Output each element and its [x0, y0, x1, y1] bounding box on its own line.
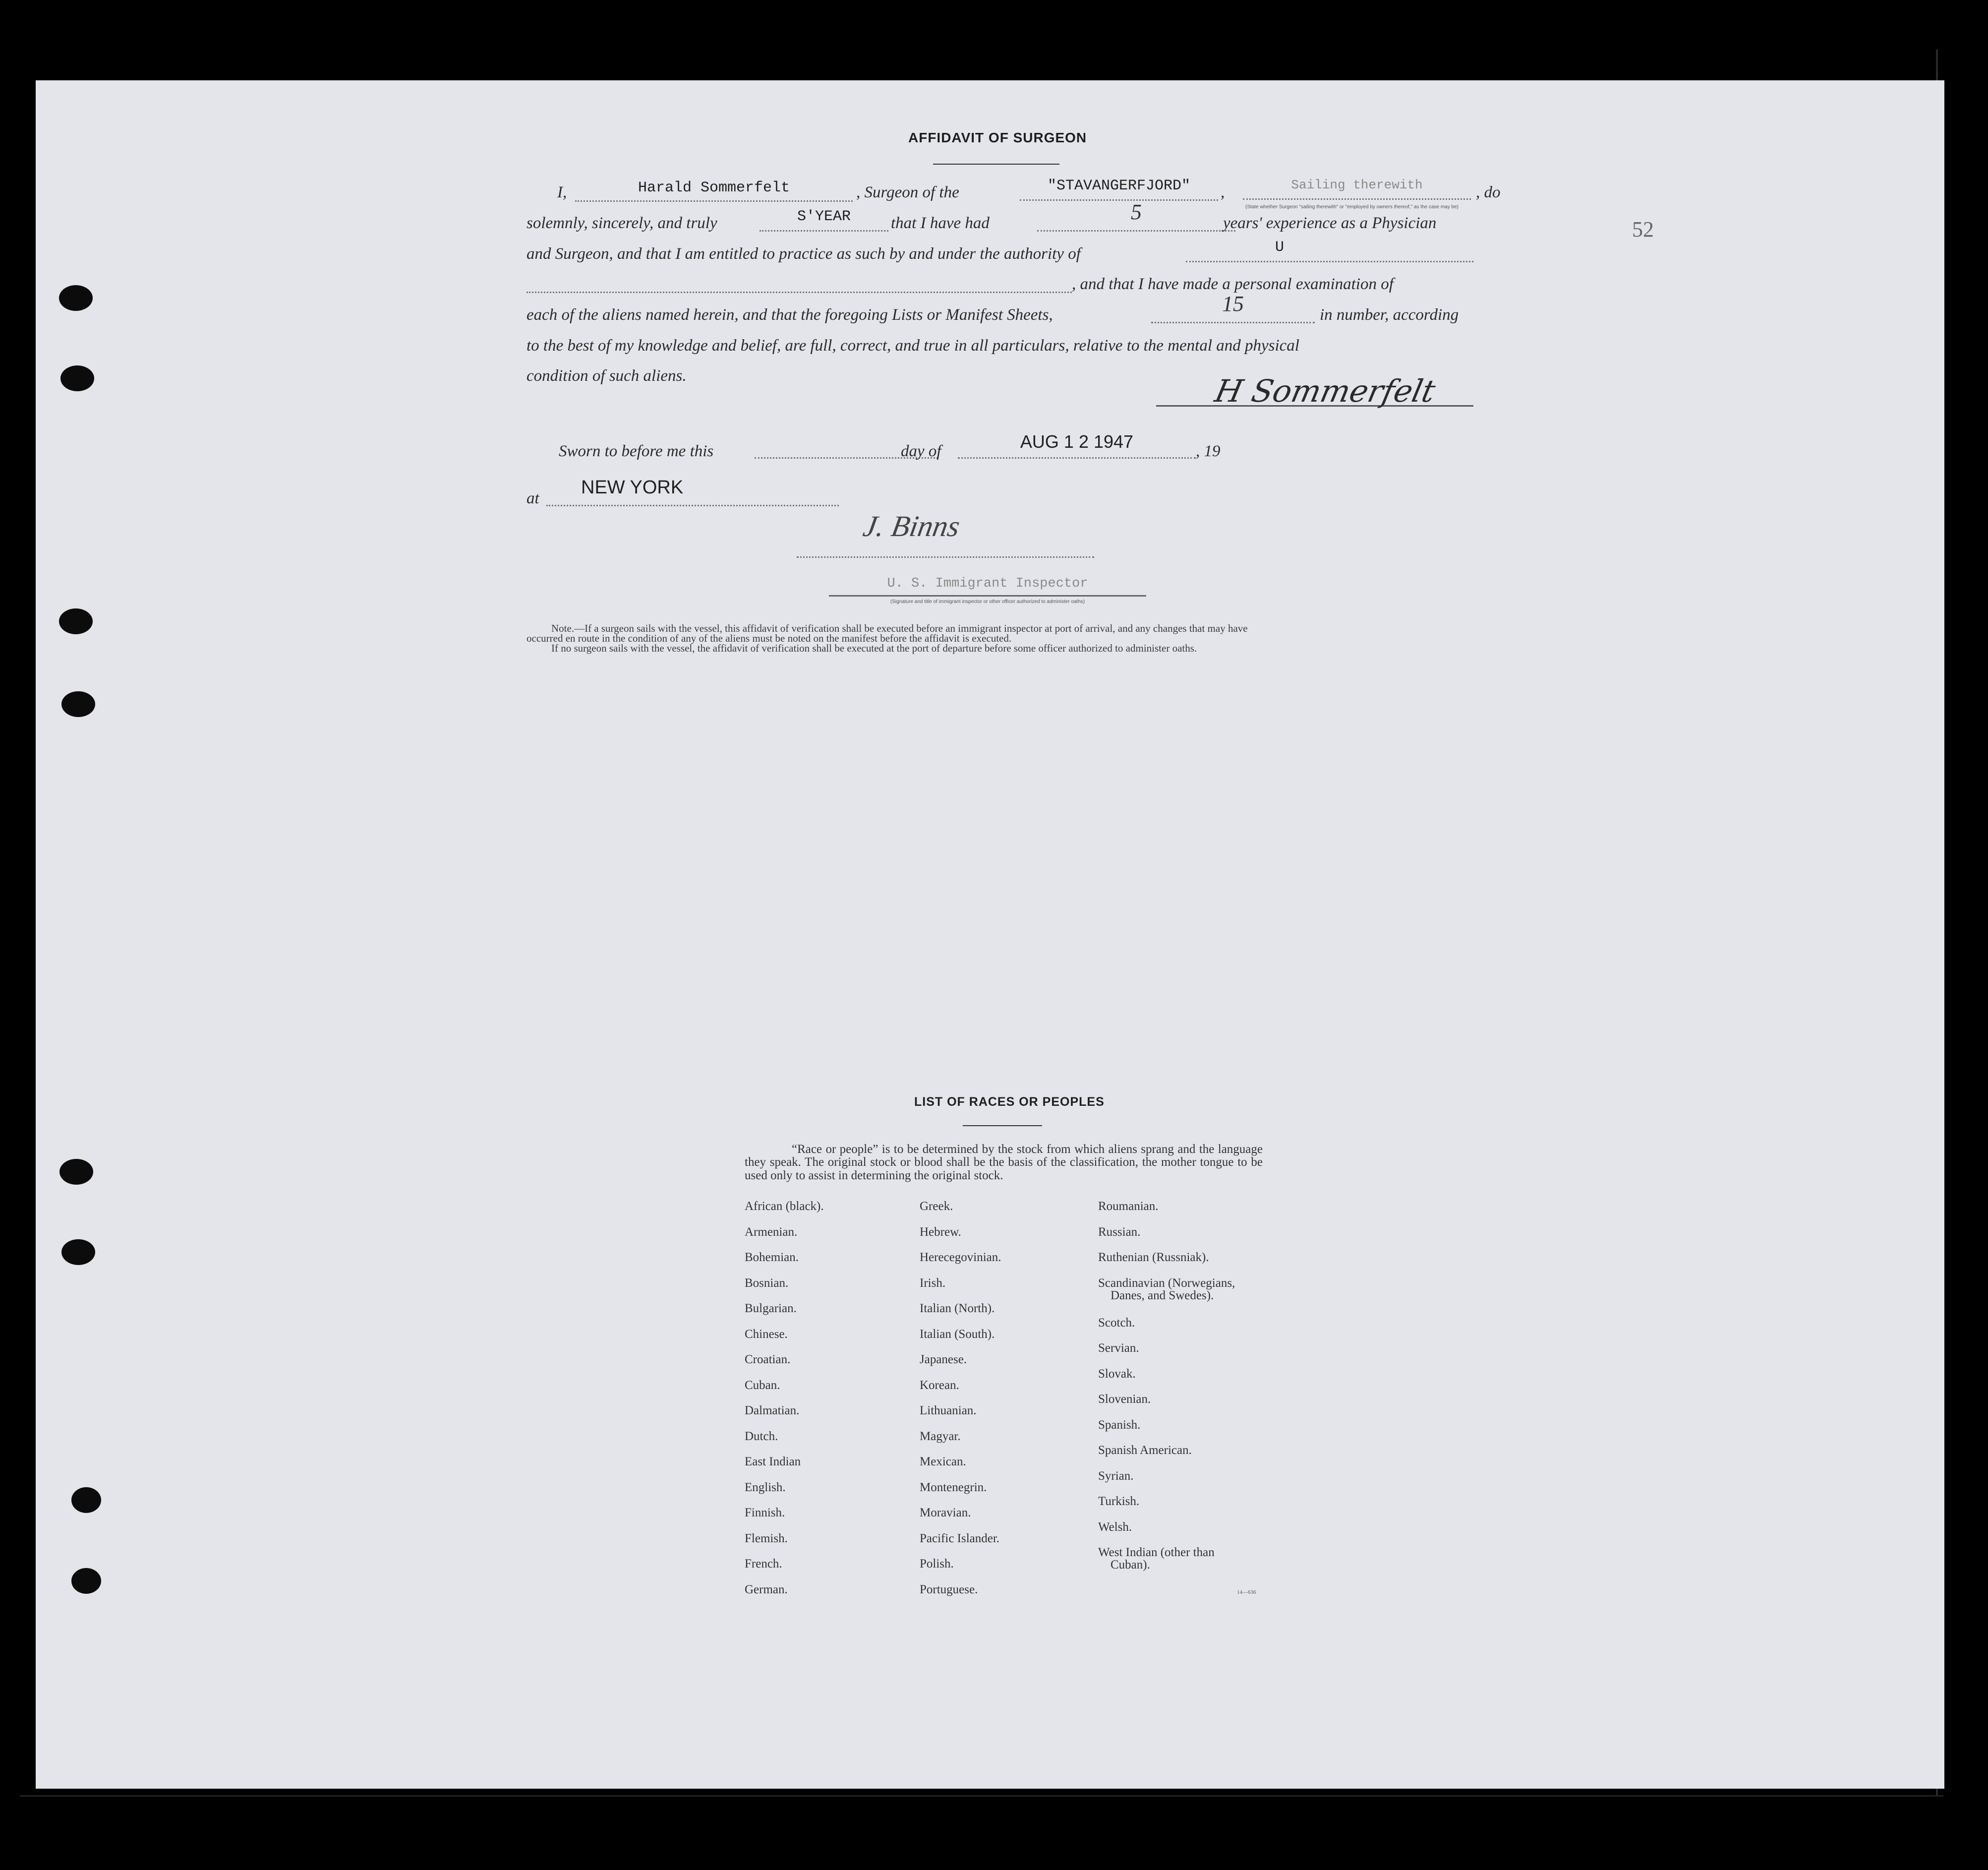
ship-name-field: [1020, 178, 1218, 201]
race-item: Roumanian.: [1098, 1200, 1159, 1213]
inspector-signature: J. Binns: [861, 510, 963, 543]
races-intro: “Race or people” is to be determined by the stock from which aliens sprang and the language they speak. The original stock or blood shall be the basis of the classification, the mother tongue to be used only to assist in determining the original stock.: [745, 1143, 1263, 1182]
races-column-3: [1098, 1200, 1235, 1576]
text-i: I,: [557, 183, 567, 201]
race-item: Slovak.: [1098, 1367, 1136, 1381]
race-item: Portuguese.: [920, 1582, 978, 1596]
race-item: Scotch.: [1098, 1316, 1135, 1329]
authority-value: U: [1275, 239, 1285, 256]
race-item: Italian (South).: [920, 1327, 995, 1341]
page-number: 52: [1632, 217, 1654, 241]
race-item: Lithuanian.: [920, 1404, 977, 1417]
text-and-surgeon: and Surgeon, and that I am entitled to practice as such by and under the authority of: [526, 245, 1081, 263]
race-item: Dalmatian.: [745, 1404, 800, 1417]
race-item: Spanish.: [1098, 1418, 1141, 1432]
note-line-2: occurred en route in the condition of any of the aliens must be noted on the manifest before the affidavit is executed.: [526, 632, 1012, 644]
race-item-line: Cuban).: [1111, 1558, 1150, 1571]
race-item: Finnish.: [745, 1506, 785, 1519]
sailing-status-field: [1243, 178, 1471, 200]
surgeon-name-field: [575, 180, 853, 202]
surgeon-signature: H Sommerfelt: [1212, 373, 1439, 409]
race-item: Japanese.: [920, 1353, 967, 1366]
race-item: Bosnian.: [745, 1276, 789, 1290]
scan-artifact: [20, 1795, 1943, 1797]
text-condition: condition of such aliens.: [526, 367, 687, 385]
authority-continued-field: [526, 273, 1072, 293]
text-sworn: Sworn to before me this: [559, 442, 714, 460]
text-each-alien: each of the aliens named herein, and that the foregoing Lists or Manifest Sheets,: [526, 306, 1053, 324]
race-item: Mexican.: [920, 1455, 966, 1468]
race-item: Irish.: [920, 1276, 946, 1290]
race-item: Armenian.: [745, 1225, 798, 1239]
race-item: Spanish American.: [1098, 1444, 1192, 1457]
races-column-2: [920, 1200, 1001, 1609]
race-item: Cuban.: [745, 1378, 780, 1392]
race-item: Servian.: [1098, 1341, 1139, 1355]
race-item: East Indian: [745, 1455, 801, 1468]
race-item: Montenegrin.: [920, 1480, 987, 1494]
race-item: Korean.: [920, 1378, 959, 1392]
race-item: Russian.: [1098, 1225, 1141, 1239]
race-item-line: Danes, and Swedes).: [1111, 1288, 1214, 1302]
inspector-caption: (Signature and title of immigrant inspector or other officer authorized to administer oaths): [890, 599, 1085, 604]
title-rule: [933, 164, 1059, 165]
note-line-3: If no surgeon sails with the vessel, the affidavit of verification shall be executed at the port of departure before some officer authorized to administer oaths.: [551, 642, 1197, 654]
note-line-1: Note.—If a surgeon sails with the vessel, this affidavit of verification shall be executed before an immigrant inspector at port of arrival, and any changes that may have: [551, 622, 1248, 634]
sailing-status: Sailing therewith: [1291, 178, 1423, 192]
race-item: Greek.: [920, 1200, 953, 1213]
text-at: at: [526, 489, 539, 507]
race-item: Chinese.: [745, 1327, 788, 1341]
sworn-date: AUG 1 2 1947: [1020, 431, 1134, 452]
race-item: Herecegovinian.: [920, 1251, 1001, 1264]
declaration-value: S'YEAR: [797, 208, 851, 225]
race-item-west-indian: [1098, 1546, 1235, 1576]
race-item: Ruthenian (Russniak).: [1098, 1251, 1209, 1264]
paper-sheet: [36, 80, 1944, 1789]
inspector-title-field: [829, 576, 1146, 597]
sheets-field: [1151, 291, 1315, 323]
race-item: African (black).: [745, 1200, 824, 1213]
years-field: [1037, 199, 1235, 232]
race-item: Italian (North).: [920, 1302, 995, 1315]
race-item: Pacific Islander.: [920, 1531, 1000, 1545]
binder-hole: [59, 608, 93, 634]
sworn-date-field: [958, 431, 1196, 459]
race-item: Magyar.: [920, 1429, 961, 1443]
declaration-field: [760, 208, 888, 232]
sheets-value: 15: [1222, 292, 1244, 316]
text-have-had: that I have had: [891, 214, 990, 232]
text-comma: ,: [1221, 183, 1225, 201]
surgeon-name: Harald Sommerfelt: [638, 180, 790, 196]
location-value: NEW YORK: [581, 477, 684, 498]
binder-hole: [71, 1487, 101, 1513]
races-title-rule: [963, 1125, 1042, 1126]
text-surgeon-of-the: , Surgeon of the: [856, 183, 959, 201]
binder-hole: [59, 1159, 93, 1185]
location-field: [546, 477, 839, 506]
binder-hole: [71, 1568, 101, 1594]
race-item: French.: [745, 1557, 782, 1570]
race-item: Turkish.: [1098, 1495, 1140, 1508]
races-column-1: [745, 1200, 824, 1609]
race-item: Bulgarian.: [745, 1302, 797, 1315]
sailing-caption: (State whether Surgeon "sailing therewith" or "employed by owners thereof," as the case may be): [1245, 204, 1459, 210]
race-item: German.: [745, 1582, 788, 1596]
text-personal-exam: , and that I have made a personal examination of: [1072, 275, 1394, 293]
inspector-title: U. S. Immigrant Inspector: [887, 576, 1088, 591]
text-do: , do: [1476, 183, 1501, 201]
race-item: Slovenian.: [1098, 1392, 1151, 1406]
binder-hole: [61, 691, 95, 717]
ship-name: "STAVANGERFJORD": [1047, 178, 1191, 194]
race-item: Moravian.: [920, 1506, 971, 1519]
race-item: Welsh.: [1098, 1520, 1132, 1534]
form-code: 14—636: [1237, 1589, 1256, 1595]
race-item: Croatian.: [745, 1353, 791, 1366]
race-item: Polish.: [920, 1557, 954, 1570]
race-item-scandinavian: [1098, 1277, 1235, 1317]
race-item: Dutch.: [745, 1429, 778, 1443]
text-best-knowledge: to the best of my knowledge and belief, are full, correct, and true in all particulars, relative to the mental and physical: [526, 337, 1299, 355]
race-item: Hebrew.: [920, 1225, 961, 1239]
race-item: Flemish.: [745, 1531, 788, 1545]
races-title: LIST OF RACES OR PEOPLES: [914, 1095, 1105, 1109]
race-item: Bohemian.: [745, 1251, 799, 1264]
text-nineteen: , 19: [1196, 442, 1221, 460]
binder-hole: [59, 285, 93, 311]
text-solemnly: solemnly, sincerely, and truly: [526, 214, 717, 232]
binder-hole: [61, 1239, 95, 1265]
binder-hole: [60, 365, 94, 391]
text-day-of: day of: [901, 442, 941, 460]
race-item: English.: [745, 1480, 786, 1494]
text-in-number: in number, according: [1320, 306, 1459, 324]
race-item-line: West Indian (other than: [1098, 1546, 1215, 1559]
text-years-experience: years' experience as a Physician: [1223, 214, 1437, 232]
race-item-line: Scandinavian (Norwegians,: [1098, 1276, 1235, 1290]
race-item: Syrian.: [1098, 1469, 1134, 1483]
years-value: 5: [1131, 200, 1142, 224]
affidavit-title: AFFIDAVIT OF SURGEON: [908, 130, 1087, 145]
authority-field: [1186, 239, 1473, 262]
